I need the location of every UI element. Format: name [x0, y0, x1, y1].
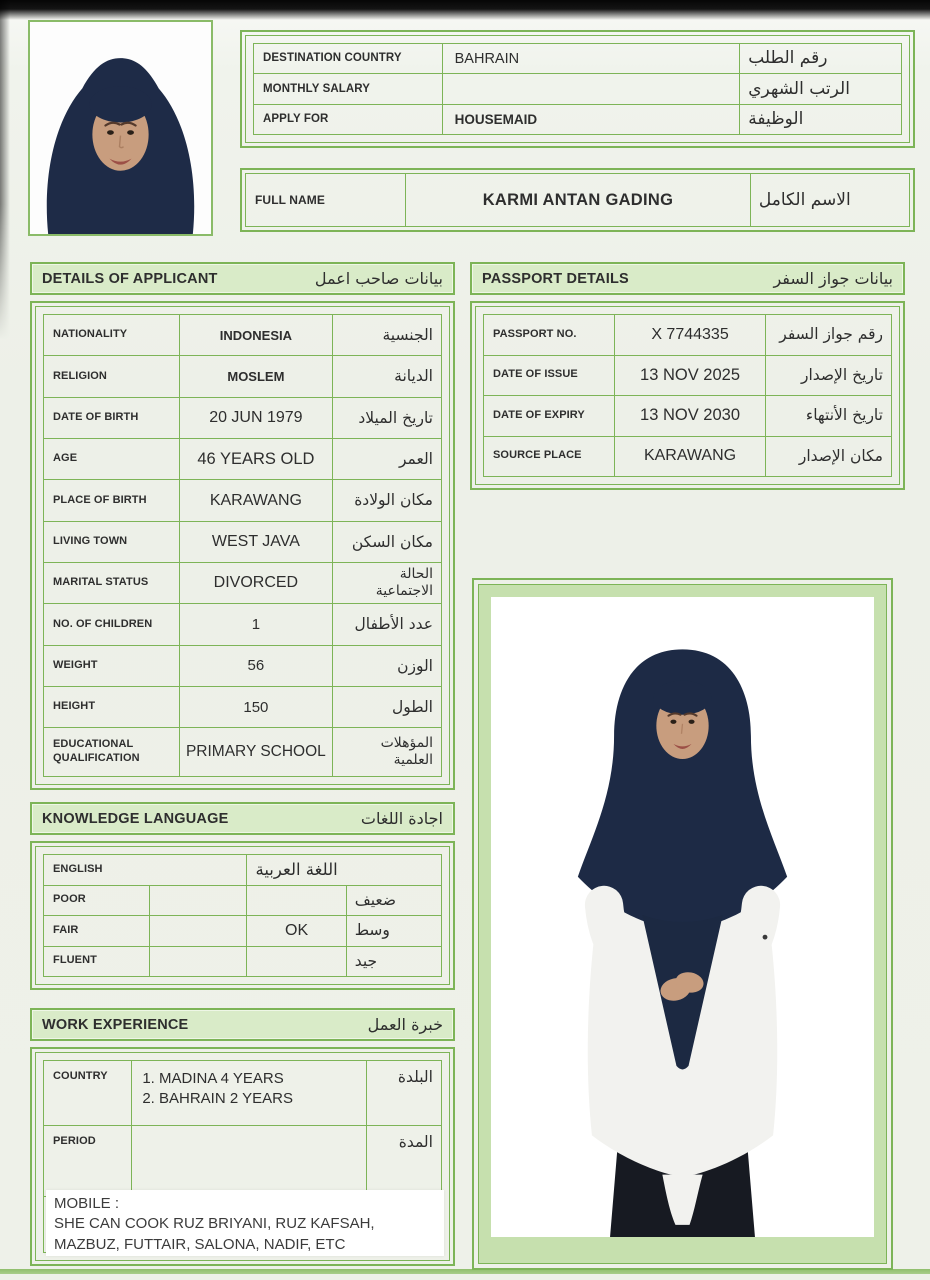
language-section-header [30, 802, 455, 835]
table-row [44, 355, 441, 396]
table-row [44, 946, 441, 977]
date-of-birth-value: 20 JUN 1979 [179, 398, 332, 438]
arabic-column-header: اللغة العربية [246, 855, 441, 885]
scan-edge-left [0, 0, 10, 340]
living-town-arabic: مكان السكن [332, 522, 441, 562]
monthly-salary-arabic: الرتب الشهري [739, 74, 901, 103]
nationality-arabic: الجنسية [332, 315, 441, 355]
apply-for-value: HOUSEMAID [442, 105, 740, 134]
table-row [44, 315, 441, 355]
table-row [254, 73, 901, 103]
full-body-illustration [491, 597, 874, 1237]
religion-value: MOSLEM [179, 356, 332, 396]
table-row [254, 44, 901, 73]
source-place-value: KARAWANG [614, 437, 765, 477]
weight-value: 56 [179, 646, 332, 686]
table-row [44, 1125, 441, 1196]
portrait-photo [28, 20, 213, 236]
applicant-section-title: DETAILS OF APPLICANT [42, 270, 218, 287]
height-value: 150 [179, 687, 332, 727]
nationality-value: INDONESIA [179, 315, 332, 355]
applicant-section-title-arabic: بيانات صاحب اعمل [314, 269, 443, 288]
fluent-arabic: جيد [346, 947, 441, 977]
mobile-note-box [46, 1190, 444, 1256]
education-label: EDUCATIONAL QUALIFICATION [53, 738, 140, 765]
fair-english-rating [149, 916, 246, 946]
passport-details-table [470, 301, 905, 490]
applicant-section-header [30, 262, 455, 295]
date-of-issue-value: 13 NOV 2025 [614, 356, 765, 396]
destination-country-label: DESTINATION COUNTRY [263, 52, 402, 65]
full-body-photo [491, 597, 874, 1237]
education-arabic: المؤهلات العلمية [332, 728, 441, 776]
weight-label: WEIGHT [53, 659, 98, 672]
poor-arabic: ضعيف [346, 886, 441, 916]
table-row [44, 727, 441, 776]
full-body-photo-frame [472, 578, 893, 1270]
table-row [254, 104, 901, 134]
full-name-arabic: الاسم الكامل [750, 174, 909, 226]
language-table [30, 841, 455, 990]
source-place-label: SOURCE PLACE [493, 449, 582, 462]
monthly-salary-value [442, 74, 740, 103]
table-row [44, 855, 441, 885]
table-row [484, 436, 891, 477]
age-label: AGE [53, 452, 78, 465]
poor-label: POOR [53, 893, 86, 906]
date-of-issue-label: DATE OF ISSUE [493, 368, 578, 381]
table-row [484, 355, 891, 396]
monthly-salary-label: MONTHLY SALARY [263, 82, 371, 95]
apply-for-arabic: الوظيفة [739, 105, 901, 134]
marital-status-label: MARITAL STATUS [53, 576, 149, 589]
country-label: COUNTRY [53, 1070, 108, 1082]
full-body-photo-mat [478, 584, 887, 1264]
children-arabic: عدد الأطفال [332, 604, 441, 644]
table-row [44, 645, 441, 686]
mobile-label: MOBILE : [54, 1195, 120, 1212]
fluent-arabic-rating [246, 947, 345, 977]
age-arabic: العمر [332, 439, 441, 479]
work-section-title-arabic: خبرة العمل [367, 1015, 443, 1034]
living-town-value: WEST JAVA [179, 522, 332, 562]
place-of-birth-value: KARAWANG [179, 480, 332, 520]
date-of-expiry-value: 13 NOV 2030 [614, 396, 765, 436]
poor-english-rating [149, 886, 246, 916]
children-value: 1 [179, 604, 332, 644]
full-name-bar [240, 168, 915, 232]
religion-label: RELIGION [53, 369, 107, 382]
religion-arabic: الديانة [332, 356, 441, 396]
date-of-expiry-label: DATE OF EXPIRY [493, 408, 585, 421]
place-of-birth-label: PLACE OF BIRTH [53, 493, 147, 506]
destination-country-arabic: رقم الطلب [739, 44, 901, 73]
height-arabic: الطول [332, 687, 441, 727]
passport-no-arabic: رقم جواز السفر [765, 315, 891, 355]
table-row [44, 1061, 441, 1125]
apply-for-label: APPLY FOR [263, 113, 329, 126]
fair-arabic-rating: OK [246, 916, 345, 946]
date-of-birth-arabic: تاريخ الميلاد [332, 398, 441, 438]
table-row [44, 686, 441, 727]
application-info-table [240, 30, 915, 148]
full-name-label: FULL NAME [255, 192, 326, 207]
place-of-birth-arabic: مكان الولادة [332, 480, 441, 520]
children-label: NO. OF CHILDREN [53, 617, 153, 630]
country-arabic: البلدة [366, 1061, 441, 1125]
language-section-title: KNOWLEDGE LANGUAGE [42, 810, 229, 827]
cooking-skills-note: SHE CAN COOK RUZ BRIYANI, RUZ KAFSAH, MAZBUZ, FUTTAIR, SALONA, NADIF, ETC [54, 1215, 375, 1253]
period-value [131, 1126, 365, 1196]
period-label: PERIOD [53, 1135, 96, 1147]
poor-arabic-rating [246, 886, 345, 916]
passport-no-label: PASSPORT NO. [493, 327, 577, 340]
table-row [44, 885, 441, 916]
english-column-header: ENGLISH [53, 862, 103, 875]
fluent-label: FLUENT [53, 954, 97, 967]
table-row [44, 521, 441, 562]
fair-arabic: وسط [346, 916, 441, 946]
table-row [484, 315, 891, 355]
education-value: PRIMARY SCHOOL [179, 728, 332, 776]
work-section-header [30, 1008, 455, 1041]
table-row [44, 479, 441, 520]
marital-status-arabic: الحالة الاجتماعية [332, 563, 441, 603]
table-row [44, 397, 441, 438]
scan-edge-top [0, 0, 930, 20]
country-line-2: 2. BAHRAIN 2 YEARS [142, 1090, 293, 1108]
passport-section-title-arabic: بيانات جواز السفر [773, 269, 893, 288]
fair-label: FAIR [53, 923, 79, 936]
source-place-arabic: مكان الإصدار [765, 437, 891, 477]
nationality-label: NATIONALITY [53, 328, 128, 341]
language-section-title-arabic: اجادة اللغات [360, 809, 443, 828]
table-row [44, 603, 441, 644]
date-of-expiry-arabic: تاريخ الأنتهاء [765, 396, 891, 436]
height-label: HEIGHT [53, 700, 96, 713]
passport-section-title: PASSPORT DETAILS [482, 270, 629, 287]
country-value [131, 1061, 365, 1125]
work-experience-table [30, 1047, 455, 1266]
full-name-value: KARMI ANTAN GADING [405, 174, 750, 226]
marital-status-value: DIVORCED [179, 563, 332, 603]
destination-country-value: BAHRAIN [442, 44, 740, 73]
age-value: 46 YEARS OLD [179, 439, 332, 479]
date-of-issue-arabic: تاريخ الإصدار [765, 356, 891, 396]
weight-arabic: الوزن [332, 646, 441, 686]
table-row [44, 915, 441, 946]
table-row [44, 562, 441, 603]
passport-no-value: X 7744335 [614, 315, 765, 355]
fluent-english-rating [149, 947, 246, 977]
date-of-birth-label: DATE OF BIRTH [53, 410, 139, 423]
living-town-label: LIVING TOWN [53, 535, 128, 548]
work-section-title: WORK EXPERIENCE [42, 1016, 189, 1033]
period-arabic: المدة [366, 1126, 441, 1196]
applicant-details-table [30, 301, 455, 790]
table-row [484, 395, 891, 436]
country-line-1: 1. MADINA 4 YEARS [142, 1070, 284, 1087]
portrait-illustration [30, 22, 211, 234]
passport-section-header [470, 262, 905, 295]
table-row [44, 438, 441, 479]
